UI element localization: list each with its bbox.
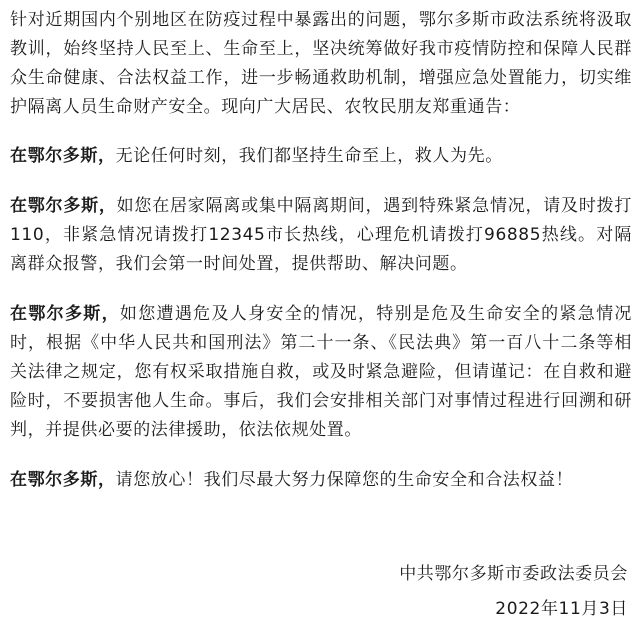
notice-document	[10, 6, 632, 495]
paragraph-text: 无论任何时刻，我们都坚持生命至上，救人为先。	[115, 146, 503, 166]
paragraph-reassurance	[10, 466, 632, 495]
paragraph-self-rescue	[10, 300, 632, 445]
issue-date: 2022年11月3日	[495, 599, 628, 619]
intro-paragraph: 针对近期国内个别地区在防疫过程中暴露出的问题，鄂尔多斯市政法系统将汲取教训，始终坚持人民至上、生命至上，坚决统筹做好我市疫情防控和保障人民群众生命健康、合法权益工作，进一步畅通救助机制，增强应急处置能力，切实维护隔离人员生命财产安全。现向广大居民、农牧民朋友郑重通告：	[10, 10, 632, 117]
paragraph-lead: 在鄂尔多斯，	[10, 196, 117, 216]
paragraph-lead: 在鄂尔多斯，	[10, 146, 116, 166]
paragraph-text: 请您放心！我们尽最大努力保障您的生命安全和合法权益！	[115, 470, 574, 490]
issuer-name: 中共鄂尔多斯市委政法委员会	[399, 564, 628, 584]
paragraph-text: 如您遭遇危及人身安全的情况，特别是危及生命安全的紧急情况时，根据《中华人民共和国刑法》第二十一条、《民法典》第一百八十二条等相关法律之规定，您有权采取措施自救，或及时紧急避险，但请谨记：在自救和避险时，不要损害他人生命。事后，我们会安排相关部门对事情过程进行回溯和研判，并提供必要的法律援助，依法依规处置。	[10, 304, 632, 440]
paragraph-lead: 在鄂尔多斯，	[10, 470, 116, 490]
paragraph-lead: 在鄂尔多斯，	[10, 304, 120, 324]
paragraph-hotlines	[10, 192, 632, 279]
signature-block	[399, 560, 628, 624]
paragraph-text: 如您在居家隔离或集中隔离期间，遇到特殊紧急情况，请及时拨打110，非紧急情况请拨打12345市长热线，心理危机请拨打96885热线。对隔离群众报警，我们会第一时间处置，提供帮助、解决问题。	[10, 196, 632, 274]
paragraph-life-first	[10, 142, 632, 171]
